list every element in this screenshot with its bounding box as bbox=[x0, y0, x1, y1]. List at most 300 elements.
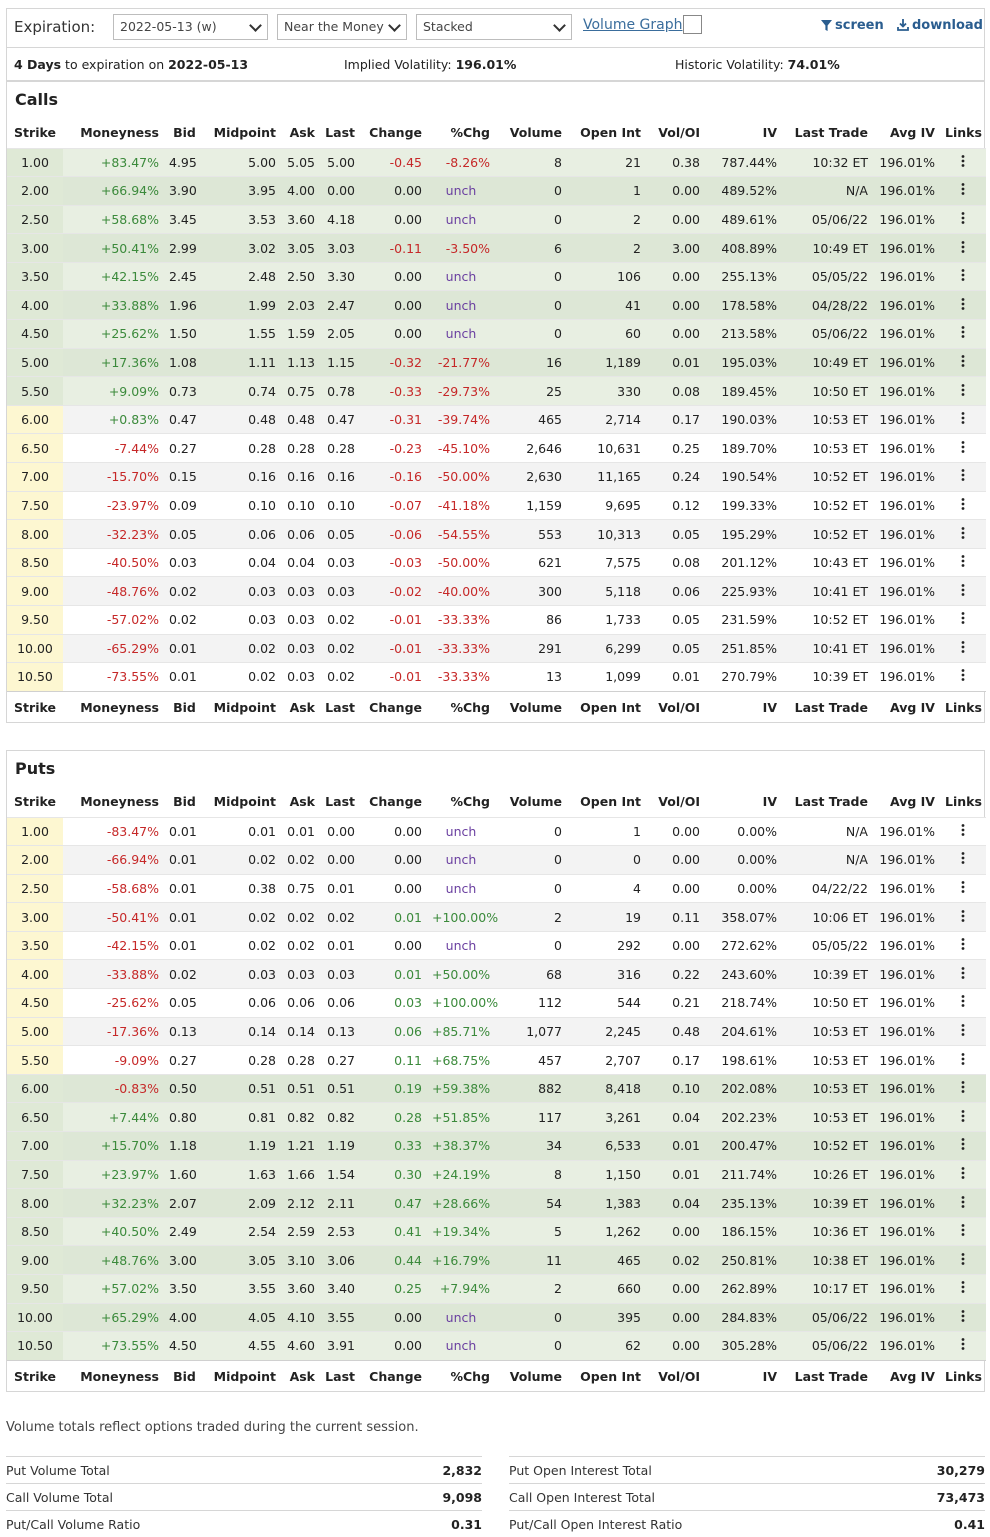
cell-midpoint: 0.04 bbox=[205, 548, 281, 577]
kebab-menu-icon[interactable] bbox=[961, 938, 965, 950]
cell-change: 0.00 bbox=[360, 291, 427, 320]
links-cell[interactable] bbox=[940, 1275, 986, 1304]
column-header-volume[interactable]: Volume bbox=[495, 691, 567, 722]
cell-change: 0.00 bbox=[360, 1332, 427, 1361]
cell-bid: 0.27 bbox=[164, 434, 205, 463]
cell-strike[interactable]: 1.00 bbox=[7, 148, 63, 177]
column-header-iv[interactable]: IV bbox=[762, 124, 777, 140]
cell-moneyness: -57.02% bbox=[63, 606, 164, 635]
cell-strike[interactable]: 4.00 bbox=[7, 960, 63, 989]
cell-last-trade: 10:49 ET bbox=[782, 348, 873, 377]
cell-strike[interactable]: 8.00 bbox=[7, 1189, 63, 1218]
column-header-ask[interactable]: Ask bbox=[281, 1360, 320, 1391]
option-row bbox=[7, 234, 986, 263]
column-header-vol-oi[interactable]: Vol/OI bbox=[658, 793, 700, 809]
kebab-menu-icon[interactable] bbox=[961, 1053, 965, 1065]
kebab-menu-icon[interactable] bbox=[961, 355, 965, 367]
kebab-menu-icon[interactable] bbox=[961, 498, 965, 510]
option-row bbox=[7, 377, 986, 406]
cell-strike[interactable]: 2.50 bbox=[7, 205, 63, 234]
column-header-strike[interactable]: Strike bbox=[14, 793, 56, 809]
cell-bid: 0.50 bbox=[164, 1074, 205, 1103]
option-row bbox=[7, 434, 986, 463]
column-header-avg-iv[interactable]: Avg IV bbox=[889, 793, 935, 809]
cell-last-trade: 04/22/22 bbox=[782, 874, 873, 903]
cell-strike[interactable]: 10.50 bbox=[7, 663, 63, 692]
column-header-change[interactable]: Change bbox=[360, 1360, 427, 1391]
cell-vol-oi: 0.05 bbox=[646, 606, 705, 635]
option-row bbox=[7, 874, 986, 903]
kebab-menu-icon[interactable] bbox=[961, 1167, 965, 1179]
cell-avg-iv: 196.01% bbox=[873, 1217, 940, 1246]
cell-vol-oi: 0.25 bbox=[646, 434, 705, 463]
cell-moneyness: +73.55% bbox=[63, 1332, 164, 1361]
kebab-menu-icon[interactable] bbox=[961, 298, 965, 310]
column-header-volume[interactable]: Volume bbox=[509, 124, 562, 140]
cell-strike[interactable]: 9.50 bbox=[7, 1275, 63, 1304]
cell-vol-oi: 0.00 bbox=[646, 874, 705, 903]
cell-strike[interactable]: 2.00 bbox=[7, 177, 63, 206]
cell-last-trade: 10:38 ET bbox=[782, 1246, 873, 1275]
option-row bbox=[7, 1074, 986, 1103]
cell-ask: 0.03 bbox=[281, 960, 320, 989]
column-header-iv[interactable]: IV bbox=[762, 793, 777, 809]
cell-open-int: 2,714 bbox=[567, 405, 646, 434]
links-cell[interactable] bbox=[940, 1160, 986, 1189]
links-cell[interactable] bbox=[940, 434, 986, 463]
cell-ask: 0.48 bbox=[281, 405, 320, 434]
cell-strike[interactable]: 10.00 bbox=[7, 1303, 63, 1332]
links-cell[interactable] bbox=[940, 846, 986, 875]
cell-pct-change: -50.00% bbox=[427, 548, 495, 577]
column-header-open-int[interactable]: Open Int bbox=[580, 793, 641, 809]
kebab-menu-icon[interactable] bbox=[961, 967, 965, 979]
cell-bid: 0.13 bbox=[164, 1017, 205, 1046]
kebab-menu-icon[interactable] bbox=[961, 669, 965, 681]
cell-strike[interactable]: 7.50 bbox=[7, 491, 63, 520]
links-cell[interactable] bbox=[940, 1132, 986, 1161]
cell-volume: 86 bbox=[495, 606, 567, 635]
links-cell[interactable] bbox=[940, 1103, 986, 1132]
column-header-strike[interactable]: Strike bbox=[7, 691, 63, 722]
column-header-volume[interactable]: Volume bbox=[509, 793, 562, 809]
cell-strike[interactable]: 6.00 bbox=[7, 1074, 63, 1103]
cell-moneyness: +40.50% bbox=[63, 1217, 164, 1246]
kebab-menu-icon[interactable] bbox=[961, 1110, 965, 1122]
cell-last-trade: 05/06/22 bbox=[782, 1303, 873, 1332]
kebab-menu-icon[interactable] bbox=[961, 183, 965, 195]
column-header-last-trade[interactable]: Last Trade bbox=[782, 691, 873, 722]
links-cell[interactable] bbox=[940, 405, 986, 434]
cell-strike[interactable]: 5.00 bbox=[7, 1017, 63, 1046]
option-row bbox=[7, 931, 986, 960]
links-cell[interactable] bbox=[940, 377, 986, 406]
column-header-moneyness[interactable]: Moneyness bbox=[63, 1360, 164, 1391]
cell-strike[interactable]: 9.50 bbox=[7, 606, 63, 635]
links-cell[interactable] bbox=[940, 874, 986, 903]
links-cell[interactable] bbox=[940, 234, 986, 263]
links-cell[interactable] bbox=[940, 491, 986, 520]
cell-midpoint: 0.10 bbox=[205, 491, 281, 520]
cell-midpoint: 3.02 bbox=[205, 234, 281, 263]
cell-pct-change: +68.75% bbox=[427, 1046, 495, 1075]
column-header-moneyness[interactable]: Moneyness bbox=[80, 124, 159, 140]
column-header-ask[interactable]: Ask bbox=[289, 124, 315, 140]
kebab-menu-icon[interactable] bbox=[961, 326, 965, 338]
links-cell[interactable] bbox=[940, 1189, 986, 1218]
cell-strike[interactable]: 3.50 bbox=[7, 262, 63, 291]
column-header-avg-iv[interactable]: Avg IV bbox=[873, 691, 940, 722]
cell-strike[interactable]: 1.00 bbox=[7, 817, 63, 846]
links-cell[interactable] bbox=[940, 548, 986, 577]
column-header-open-int[interactable]: Open Int bbox=[567, 1360, 646, 1391]
totals-label: Put/Call Volume Ratio bbox=[6, 1517, 141, 1532]
cell-strike[interactable]: 7.00 bbox=[7, 1132, 63, 1161]
column-header-change[interactable]: Change bbox=[369, 793, 422, 809]
kebab-menu-icon[interactable] bbox=[961, 212, 965, 224]
cell-vol-oi: 0.04 bbox=[646, 1103, 705, 1132]
cell-iv: 0.00% bbox=[705, 817, 782, 846]
column-header-moneyness[interactable]: Moneyness bbox=[63, 691, 164, 722]
cell-pct-change: -33.33% bbox=[427, 606, 495, 635]
links-cell[interactable] bbox=[940, 606, 986, 635]
cell-strike[interactable]: 3.00 bbox=[7, 903, 63, 932]
cell-bid: 3.50 bbox=[164, 1275, 205, 1304]
cell-avg-iv: 196.01% bbox=[873, 177, 940, 206]
column-header-last[interactable]: Last bbox=[325, 124, 355, 140]
totals-value: 2,832 bbox=[442, 1463, 482, 1478]
cell-strike[interactable]: 8.50 bbox=[7, 1217, 63, 1246]
puts-header-row bbox=[7, 786, 986, 817]
links-cell[interactable] bbox=[940, 634, 986, 663]
cell-last-trade: 10:36 ET bbox=[782, 1217, 873, 1246]
column-header-bid[interactable]: Bid bbox=[173, 124, 196, 140]
column-header-last[interactable]: Last bbox=[325, 793, 355, 809]
column-header-ask[interactable]: Ask bbox=[281, 691, 320, 722]
kebab-menu-icon[interactable] bbox=[961, 527, 965, 539]
column-header-bid[interactable]: Bid bbox=[173, 793, 196, 809]
cell-strike[interactable]: 6.50 bbox=[7, 1103, 63, 1132]
cell-last-trade: 10:52 ET bbox=[782, 491, 873, 520]
cell-bid: 0.03 bbox=[164, 548, 205, 577]
cell-strike[interactable]: 4.50 bbox=[7, 989, 63, 1018]
cell-avg-iv: 196.01% bbox=[873, 234, 940, 263]
links-cell[interactable] bbox=[940, 205, 986, 234]
volume-totals-left bbox=[6, 1456, 482, 1537]
moneyness-filter-select[interactable] bbox=[277, 14, 407, 40]
cell-strike[interactable]: 8.50 bbox=[7, 548, 63, 577]
column-header-midpoint[interactable]: Midpoint bbox=[213, 124, 276, 140]
cell-avg-iv: 196.01% bbox=[873, 148, 940, 177]
kebab-menu-icon[interactable] bbox=[961, 1281, 965, 1293]
cell-volume: 0 bbox=[495, 320, 567, 349]
kebab-menu-icon[interactable] bbox=[961, 1253, 965, 1265]
volume-graph-link[interactable]: Volume Graph bbox=[583, 17, 683, 33]
cell-ask: 3.60 bbox=[281, 1275, 320, 1304]
cell-ask: 0.82 bbox=[281, 1103, 320, 1132]
kebab-menu-icon[interactable] bbox=[961, 155, 965, 167]
cell-volume: 34 bbox=[495, 1132, 567, 1161]
option-row bbox=[7, 1103, 986, 1132]
links-cell[interactable] bbox=[940, 1246, 986, 1275]
kebab-menu-icon[interactable] bbox=[961, 1338, 965, 1350]
option-row bbox=[7, 846, 986, 875]
option-row bbox=[7, 1046, 986, 1075]
cell-iv: 198.61% bbox=[705, 1046, 782, 1075]
kebab-menu-icon[interactable] bbox=[961, 1196, 965, 1208]
cell-change: 0.03 bbox=[360, 989, 427, 1018]
links-cell[interactable] bbox=[940, 960, 986, 989]
column-header-midpoint[interactable]: Midpoint bbox=[205, 1360, 281, 1391]
view-mode-select[interactable] bbox=[416, 14, 572, 40]
links-cell[interactable] bbox=[940, 463, 986, 492]
kebab-menu-icon[interactable] bbox=[961, 1310, 965, 1322]
download-button[interactable] bbox=[897, 18, 983, 33]
cell-iv: 199.33% bbox=[705, 491, 782, 520]
cell-volume: 0 bbox=[495, 291, 567, 320]
kebab-menu-icon[interactable] bbox=[961, 641, 965, 653]
column-header-change[interactable]: Change bbox=[360, 691, 427, 722]
cell-midpoint: 0.16 bbox=[205, 463, 281, 492]
column-header-last-trade[interactable]: Last Trade bbox=[794, 793, 868, 809]
screen-button-label: screen bbox=[835, 18, 884, 33]
cell-strike[interactable]: 10.50 bbox=[7, 1332, 63, 1361]
cell-strike[interactable]: 5.50 bbox=[7, 1046, 63, 1075]
links-cell[interactable] bbox=[940, 903, 986, 932]
column-header-open-int[interactable]: Open Int bbox=[567, 691, 646, 722]
links-cell[interactable] bbox=[940, 148, 986, 177]
column-header-iv[interactable]: IV bbox=[705, 1360, 782, 1391]
cell-strike[interactable]: 8.00 bbox=[7, 520, 63, 549]
option-row bbox=[7, 548, 986, 577]
column-header-ask[interactable]: Ask bbox=[289, 793, 315, 809]
links-cell[interactable] bbox=[940, 1074, 986, 1103]
cell-strike[interactable]: 4.50 bbox=[7, 320, 63, 349]
links-cell[interactable] bbox=[940, 817, 986, 846]
cell-bid: 0.01 bbox=[164, 903, 205, 932]
cell-last: 3.55 bbox=[320, 1303, 360, 1332]
kebab-menu-icon[interactable] bbox=[961, 469, 965, 481]
column-header-last-trade[interactable]: Last Trade bbox=[794, 124, 868, 140]
links-cell[interactable] bbox=[940, 931, 986, 960]
cell-midpoint: 0.06 bbox=[205, 989, 281, 1018]
cell-last: 0.02 bbox=[320, 634, 360, 663]
column-header-midpoint[interactable]: Midpoint bbox=[213, 793, 276, 809]
kebab-menu-icon[interactable] bbox=[961, 584, 965, 596]
cell-midpoint: 1.55 bbox=[205, 320, 281, 349]
links-cell[interactable] bbox=[940, 320, 986, 349]
column-header-avg-iv[interactable]: Avg IV bbox=[889, 124, 935, 140]
cell-midpoint: 0.48 bbox=[205, 405, 281, 434]
column-header-midpoint[interactable]: Midpoint bbox=[205, 691, 281, 722]
cell-pct-change: unch bbox=[427, 262, 495, 291]
cell-vol-oi: 0.02 bbox=[646, 1246, 705, 1275]
cell-last-trade: 05/05/22 bbox=[782, 262, 873, 291]
kebab-menu-icon[interactable] bbox=[961, 1138, 965, 1150]
column-header-strike[interactable]: Strike bbox=[7, 1360, 63, 1391]
column-header-last[interactable]: Last bbox=[320, 1360, 360, 1391]
links-cell[interactable] bbox=[940, 348, 986, 377]
cell-change: -0.01 bbox=[360, 634, 427, 663]
links-cell[interactable] bbox=[940, 663, 986, 692]
links-cell[interactable] bbox=[940, 989, 986, 1018]
cell-change: 0.47 bbox=[360, 1189, 427, 1218]
cell-last-trade: 05/06/22 bbox=[782, 320, 873, 349]
option-row bbox=[7, 148, 986, 177]
column-header-bid[interactable]: Bid bbox=[164, 1360, 205, 1391]
cell-strike[interactable]: 3.50 bbox=[7, 931, 63, 960]
cell-pct-change: unch bbox=[427, 1332, 495, 1361]
cell-volume: 882 bbox=[495, 1074, 567, 1103]
kebab-menu-icon[interactable] bbox=[961, 555, 965, 567]
cell-avg-iv: 196.01% bbox=[873, 1303, 940, 1332]
cell-volume: 2 bbox=[495, 1275, 567, 1304]
calls-body bbox=[7, 148, 986, 691]
cell-open-int: 19 bbox=[567, 903, 646, 932]
screen-button[interactable] bbox=[821, 18, 884, 33]
cell-last-trade: 10:50 ET bbox=[782, 989, 873, 1018]
links-cell[interactable] bbox=[940, 577, 986, 606]
column-header-pct-change[interactable]: %Chg bbox=[450, 793, 490, 809]
kebab-menu-icon[interactable] bbox=[961, 852, 965, 864]
cell-iv: 358.07% bbox=[705, 903, 782, 932]
links-cell[interactable] bbox=[940, 1303, 986, 1332]
cell-change: 0.41 bbox=[360, 1217, 427, 1246]
kebab-menu-icon[interactable] bbox=[961, 612, 965, 624]
column-header-vol-oi[interactable]: Vol/OI bbox=[646, 1360, 705, 1391]
cell-avg-iv: 196.01% bbox=[873, 548, 940, 577]
cell-pct-change: +100.00% bbox=[427, 903, 495, 932]
links-cell[interactable] bbox=[940, 1046, 986, 1075]
cell-strike[interactable]: 5.00 bbox=[7, 348, 63, 377]
cell-moneyness: +57.02% bbox=[63, 1275, 164, 1304]
cell-midpoint: 2.48 bbox=[205, 262, 281, 291]
cell-ask: 0.03 bbox=[281, 634, 320, 663]
cell-last: 0.47 bbox=[320, 405, 360, 434]
kebab-menu-icon[interactable] bbox=[961, 1024, 965, 1036]
cell-strike[interactable]: 3.00 bbox=[7, 234, 63, 263]
cell-strike[interactable]: 9.00 bbox=[7, 577, 63, 606]
cell-strike[interactable]: 7.00 bbox=[7, 463, 63, 492]
column-header-iv[interactable]: IV bbox=[705, 691, 782, 722]
days-text: to expiration on bbox=[61, 57, 169, 72]
cell-last: 5.00 bbox=[320, 148, 360, 177]
links-cell[interactable] bbox=[940, 177, 986, 206]
column-header-moneyness[interactable]: Moneyness bbox=[80, 793, 159, 809]
cell-moneyness: -25.62% bbox=[63, 989, 164, 1018]
cell-strike[interactable]: 2.00 bbox=[7, 846, 63, 875]
cell-open-int: 106 bbox=[567, 262, 646, 291]
column-header-bid[interactable]: Bid bbox=[164, 691, 205, 722]
cell-strike[interactable]: 9.00 bbox=[7, 1246, 63, 1275]
option-row bbox=[7, 1160, 986, 1189]
column-header-volume[interactable]: Volume bbox=[495, 1360, 567, 1391]
cell-strike[interactable]: 10.00 bbox=[7, 634, 63, 663]
column-header-vol-oi[interactable]: Vol/OI bbox=[646, 691, 705, 722]
cell-strike[interactable]: 6.00 bbox=[7, 405, 63, 434]
kebab-menu-icon[interactable] bbox=[961, 441, 965, 453]
cell-moneyness: +42.15% bbox=[63, 262, 164, 291]
kebab-menu-icon[interactable] bbox=[961, 824, 965, 836]
links-cell[interactable] bbox=[940, 291, 986, 320]
cell-last: 0.00 bbox=[320, 177, 360, 206]
volume-graph-checkbox[interactable] bbox=[683, 15, 702, 34]
cell-midpoint: 0.02 bbox=[205, 903, 281, 932]
cell-avg-iv: 196.01% bbox=[873, 846, 940, 875]
cell-strike[interactable]: 4.00 bbox=[7, 291, 63, 320]
kebab-menu-icon[interactable] bbox=[961, 1224, 965, 1236]
cell-last: 1.19 bbox=[320, 1132, 360, 1161]
kebab-menu-icon[interactable] bbox=[961, 241, 965, 253]
option-row bbox=[7, 903, 986, 932]
cell-midpoint: 3.95 bbox=[205, 177, 281, 206]
totals-value: 0.41 bbox=[954, 1517, 985, 1532]
column-header-last[interactable]: Last bbox=[320, 691, 360, 722]
cell-volume: 0 bbox=[495, 874, 567, 903]
cell-last-trade: 10:39 ET bbox=[782, 960, 873, 989]
column-header-vol-oi[interactable]: Vol/OI bbox=[658, 124, 700, 140]
cell-last-trade: 10:53 ET bbox=[782, 405, 873, 434]
column-header-open-int[interactable]: Open Int bbox=[580, 124, 641, 140]
column-header-last-trade[interactable]: Last Trade bbox=[782, 1360, 873, 1391]
cell-moneyness: +17.36% bbox=[63, 348, 164, 377]
cell-strike[interactable]: 7.50 bbox=[7, 1160, 63, 1189]
cell-bid: 4.95 bbox=[164, 148, 205, 177]
column-header-links: Links bbox=[940, 1360, 986, 1391]
links-cell[interactable] bbox=[940, 1017, 986, 1046]
chevron-down-icon bbox=[553, 19, 566, 32]
cell-avg-iv: 196.01% bbox=[873, 405, 940, 434]
column-header-strike[interactable]: Strike bbox=[14, 124, 56, 140]
kebab-menu-icon[interactable] bbox=[961, 269, 965, 281]
cell-midpoint: 0.02 bbox=[205, 663, 281, 692]
links-cell[interactable] bbox=[940, 262, 986, 291]
cell-avg-iv: 196.01% bbox=[873, 1046, 940, 1075]
cell-change: -0.03 bbox=[360, 548, 427, 577]
links-cell[interactable] bbox=[940, 1332, 986, 1361]
cell-last-trade: 04/28/22 bbox=[782, 291, 873, 320]
cell-bid: 1.96 bbox=[164, 291, 205, 320]
kebab-menu-icon[interactable] bbox=[961, 881, 965, 893]
column-header-pct-change[interactable]: %Chg bbox=[427, 691, 495, 722]
cell-open-int: 330 bbox=[567, 377, 646, 406]
column-header-pct-change[interactable]: %Chg bbox=[427, 1360, 495, 1391]
cell-change: -0.06 bbox=[360, 520, 427, 549]
column-header-avg-iv[interactable]: Avg IV bbox=[873, 1360, 940, 1391]
column-header-change[interactable]: Change bbox=[369, 124, 422, 140]
cell-strike[interactable]: 6.50 bbox=[7, 434, 63, 463]
cell-moneyness: +32.23% bbox=[63, 1189, 164, 1218]
cell-strike[interactable]: 5.50 bbox=[7, 377, 63, 406]
cell-avg-iv: 196.01% bbox=[873, 320, 940, 349]
links-cell[interactable] bbox=[940, 1217, 986, 1246]
kebab-menu-icon[interactable] bbox=[961, 995, 965, 1007]
kebab-menu-icon[interactable] bbox=[961, 1081, 965, 1093]
cell-last-trade: 10:17 ET bbox=[782, 1275, 873, 1304]
expiration-select[interactable] bbox=[113, 14, 268, 40]
cell-open-int: 4 bbox=[567, 874, 646, 903]
kebab-menu-icon[interactable] bbox=[961, 412, 965, 424]
kebab-menu-icon[interactable] bbox=[961, 910, 965, 922]
cell-ask: 0.06 bbox=[281, 520, 320, 549]
column-header-pct-change[interactable]: %Chg bbox=[450, 124, 490, 140]
cell-volume: 1,077 bbox=[495, 1017, 567, 1046]
cell-pct-change: +100.00% bbox=[427, 989, 495, 1018]
kebab-menu-icon[interactable] bbox=[961, 384, 965, 396]
cell-strike[interactable]: 2.50 bbox=[7, 874, 63, 903]
cell-bid: 2.49 bbox=[164, 1217, 205, 1246]
links-cell[interactable] bbox=[940, 520, 986, 549]
